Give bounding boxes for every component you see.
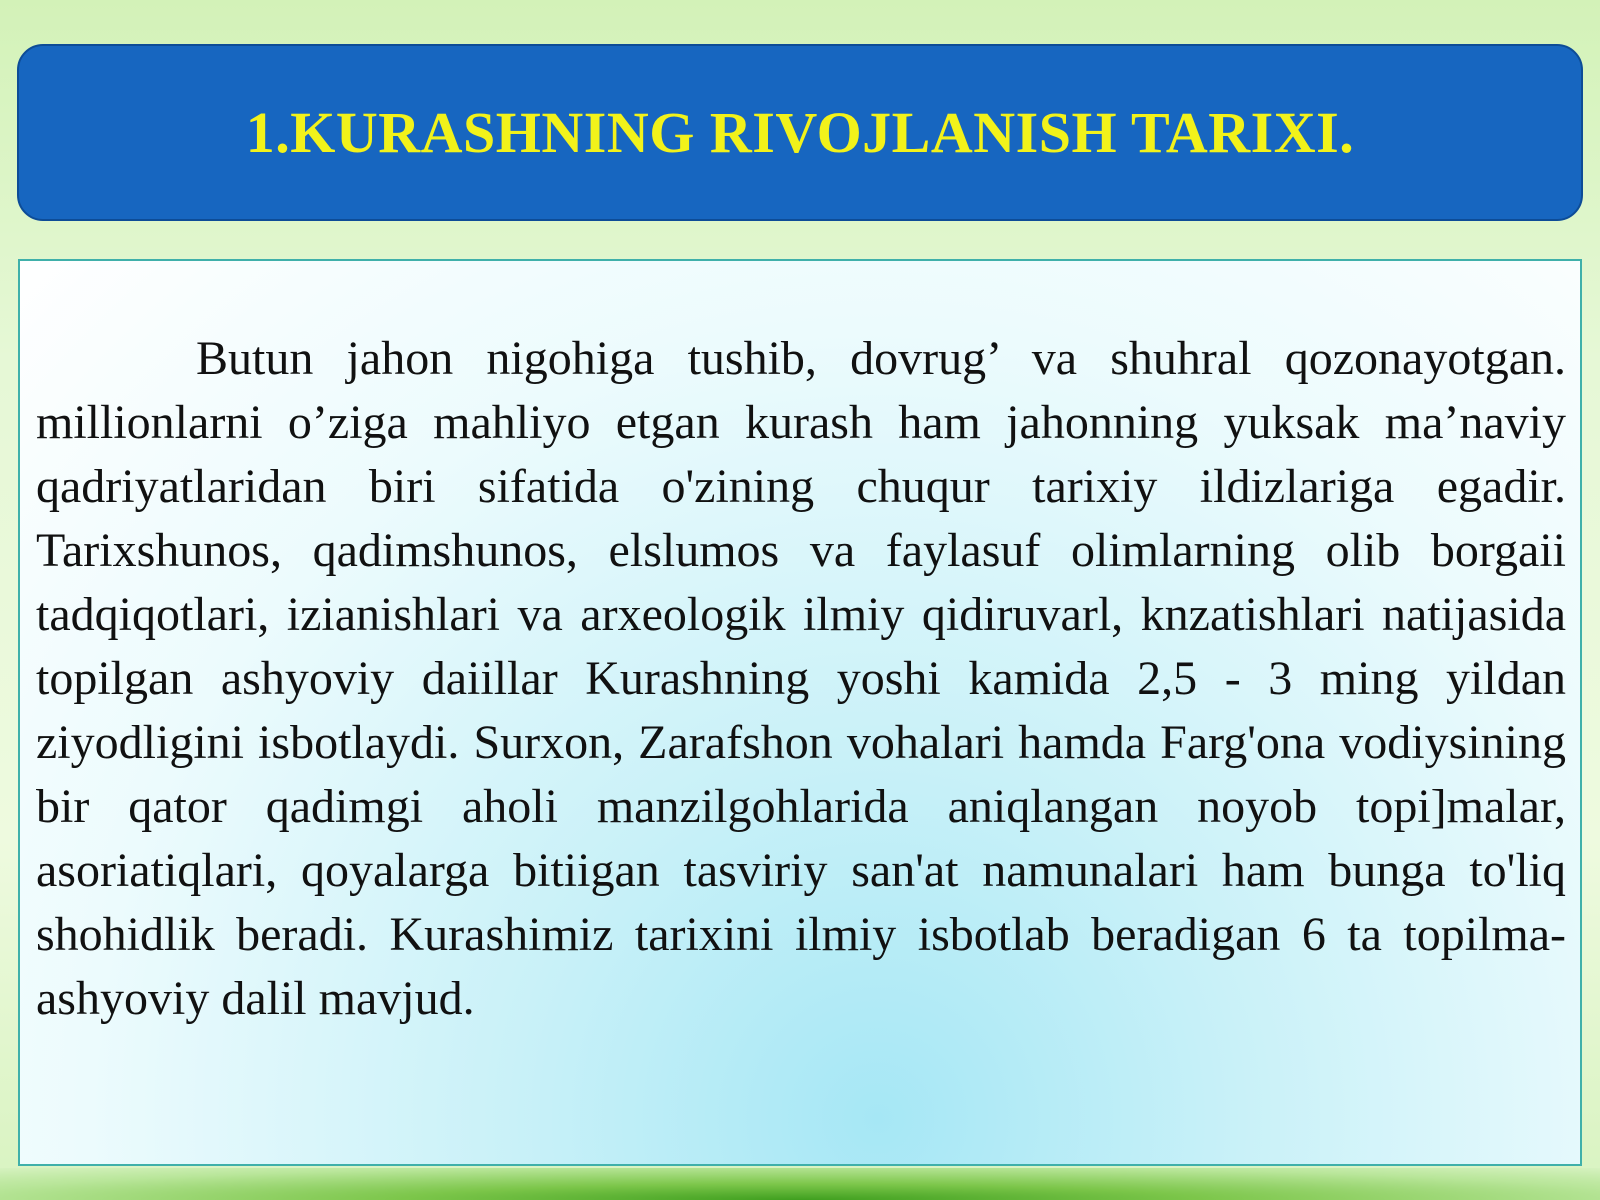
title-banner [17, 44, 1583, 221]
bottom-decorative-band [0, 1168, 1600, 1200]
content-box [18, 259, 1582, 1166]
body-paragraph: Butun jahon nigohiga tushib, dovrug’ va shuhral qozonayotgan. millionlarni o’ziga mahliyo etgan kurash ham jahonning yuksak ma’naviy qadriyatlaridan biri sifatida o'zining chuqur tarixiy ildizlariga egadir. Tarixshunos, qadimshunos, elslumos va faylasuf olimlarning olib borgaii tadqiqotlari, izianishlari va arxeologik ilmiy qidiruvarl, knzatishlari natijasida topilgan ashyoviy daiillar Kurashning yoshi kamida 2,5 - 3 ming yildan ziyodligini isbotlaydi. Surxon, Zarafshon vohalari hamda Farg'ona vodiysining bir qator qadimgi aholi manzilgohlarida aniqlangan noyob topi]malar, asoriatiqlari, qoyalarga bitiigan tasviriy san'at namunalari ham bunga to'liq shohidlik beradi. Kurashimiz tarixini ilmiy isbotlab beradigan 6 ta topilma-ashyoviy dalil mavjud. [36, 332, 1566, 1025]
slide-title: 1.KURASHNING RIVOJLANISH TARIXI. [245, 100, 1355, 165]
